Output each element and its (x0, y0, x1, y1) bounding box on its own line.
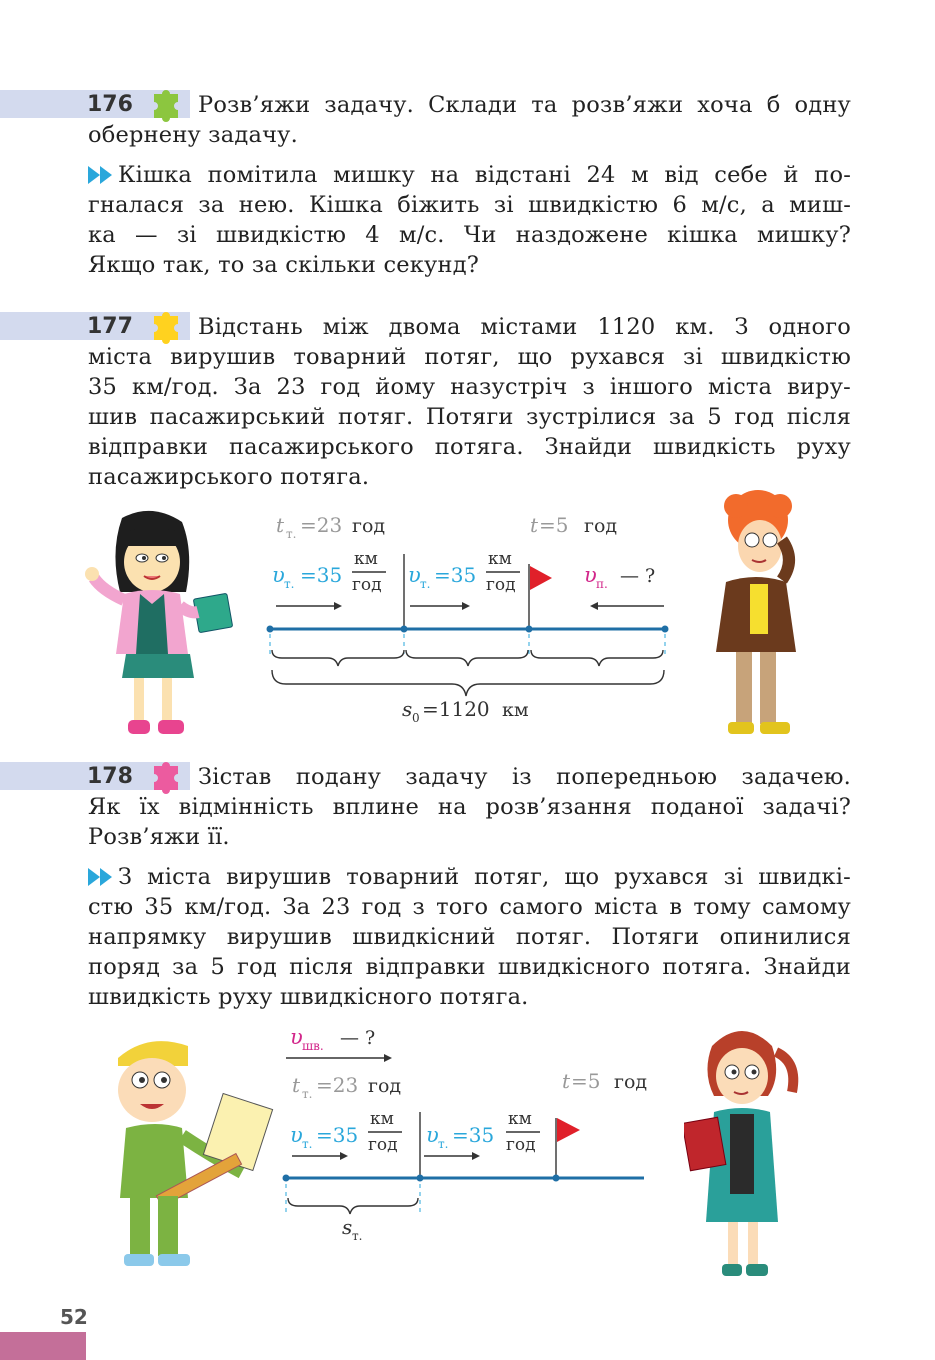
task-176-problem-line: Якщо так, то за скільки секунд? (88, 252, 480, 278)
d178-v1-var: υ (290, 1123, 303, 1147)
double-arrow-icon (88, 868, 114, 886)
task-178-problem (88, 862, 851, 1012)
d178-t1-var: t (292, 1073, 301, 1097)
task-177-line: Відстань між двома містами 1120 км. З одного (198, 314, 851, 340)
d177-t1-var: t (276, 513, 285, 537)
d178-t2-unit: год (614, 1071, 648, 1093)
d178-v1-value: =35 (316, 1123, 359, 1147)
d177-t1-sub: т. (286, 527, 297, 541)
task-178-problem-line: поряд за 5 год після відправки швидкісного потяга. Знайди (88, 954, 851, 980)
task-176-intro-line: Розв’яжи задачу. Склади та розв’яжи хоча б одну (198, 92, 851, 118)
girl-with-red-book-illustration (684, 1022, 806, 1280)
d178-vsh-sub: шв. (302, 1039, 324, 1053)
task-178-intro-line: Розв’яжи її. (88, 824, 230, 850)
d178-v1-sub: т. (302, 1137, 313, 1151)
d177-red-flag (530, 566, 552, 590)
d177-arrow-left (590, 602, 664, 610)
d178-s-sub: т. (352, 1229, 363, 1242)
girl-with-book-illustration (84, 510, 254, 742)
task-177-line: відправки пасажирського потяга. Знайди швидкість руху (88, 434, 851, 460)
d178-t2-value: =5 (571, 1069, 601, 1093)
d178-arrow-right-1 (292, 1152, 348, 1160)
d177-v1-var: υ (272, 563, 285, 587)
d177-t1-unit: год (352, 515, 386, 537)
d177-v2-var: υ (408, 563, 421, 587)
task-176-intro-line: обернену задачу. (88, 122, 298, 148)
d178-vsh-var: υ (290, 1025, 303, 1049)
task-176-problem-line (88, 160, 851, 190)
d177-v3-value: — ? (620, 565, 656, 587)
task-177-line: 35 км/год. За 23 год йому назустріч з іншого міста виру- (88, 374, 851, 400)
d177-v1-sub: т. (284, 577, 295, 591)
task-178-intro-line: Зістав подану задачу із попередньою задачею. (198, 764, 851, 790)
task-177-line: міста вирушив товарний потяг, що рухався зі швидкістю (88, 344, 851, 370)
d177-t2-value: =5 (539, 513, 569, 537)
d177-v2-sub: т. (420, 577, 431, 591)
task-178-number: 178 (87, 764, 133, 789)
d178-arrow-vsh (286, 1054, 392, 1062)
task-177-line: шив пасажирський потяг. Потяги зустрілися за 5 год після (88, 404, 851, 430)
d178-s-var: s (342, 1215, 353, 1239)
d177-t1-value: =23 (300, 513, 343, 537)
d178-v2-sub: т. (438, 1137, 449, 1151)
task-176-number: 176 (87, 92, 133, 117)
task-178-intro (88, 762, 851, 852)
task-178-problem-line: швидкість руху швидкісного потяга. (88, 984, 529, 1010)
boy-with-glasses-illustration (706, 484, 816, 746)
d177-v2-den: год (486, 575, 516, 595)
diagram-177 (258, 508, 678, 724)
d177-v2-num: км (488, 549, 512, 569)
d177-s-var: s (402, 697, 413, 721)
d177-v3-var: υ (584, 563, 597, 587)
page-tab (0, 1332, 86, 1360)
d178-v1-num: км (370, 1109, 394, 1129)
d178-red-flag (557, 1118, 580, 1142)
task-178-intro-line: Як їх відмінність вплине на розв’язання поданої задачі? (88, 794, 851, 820)
d177-v1-value: =35 (300, 563, 343, 587)
d177-v2-value: =35 (434, 563, 477, 587)
d177-arrow-right-2 (410, 602, 470, 610)
d178-v2-value: =35 (452, 1123, 495, 1147)
task-178-problem-text: З міста вирушив товарний потяг, що рухався зі швидкі- (118, 864, 851, 890)
task-176-problem-text: Кішка помітила мишку на відстані 24 м від себе й по- (118, 162, 851, 188)
d177-t2-unit: год (584, 515, 618, 537)
task-176-problem-line: ка — зі швидкістю 4 м/с. Чи наздожене кішка мишку? (88, 222, 851, 248)
boy-with-ruler-illustration (110, 1036, 276, 1274)
task-178-problem-line (88, 862, 851, 892)
d178-t2-var: t (562, 1069, 571, 1093)
d178-arrow-right-2 (424, 1152, 480, 1160)
d178-v2-den: год (506, 1135, 536, 1155)
d178-t1-sub: т. (302, 1087, 313, 1101)
d177-t2-var: t (530, 513, 539, 537)
page-number: 52 (60, 1305, 88, 1329)
d178-vsh-value: — ? (340, 1027, 376, 1049)
diagram-178 (278, 1022, 656, 1242)
d177-v1-den: год (352, 575, 382, 595)
d178-t1-unit: год (368, 1075, 402, 1097)
d177-s-sub: 0 (412, 711, 420, 724)
task-176-intro (88, 90, 851, 150)
task-176-problem-line: гналася за нею. Кішка біжить зі швидкістю 6 м/с, а миш- (88, 192, 851, 218)
d178-v1-den: год (368, 1135, 398, 1155)
task-177-text (88, 312, 851, 492)
d177-v1-num: км (354, 549, 378, 569)
d177-arrow-right-1 (276, 602, 342, 610)
d178-v2-var: υ (426, 1123, 439, 1147)
task-178-problem-line: стю 35 км/год. За 23 год з того самого міста в тому самому (88, 894, 851, 920)
d178-t1-value: =23 (316, 1073, 359, 1097)
d177-s-unit: км (502, 699, 529, 721)
task-176-problem (88, 160, 851, 280)
d178-v2-num: км (508, 1109, 532, 1129)
task-177-number: 177 (87, 314, 133, 339)
d177-s-value: =1120 (422, 697, 490, 721)
task-178-problem-line: напрямку вирушив швидкісний потяг. Потяги опинилися (88, 924, 851, 950)
task-177-line: пасажирського потяга. (88, 464, 370, 490)
d177-v3-sub: п. (596, 577, 608, 591)
double-arrow-icon (88, 166, 114, 184)
